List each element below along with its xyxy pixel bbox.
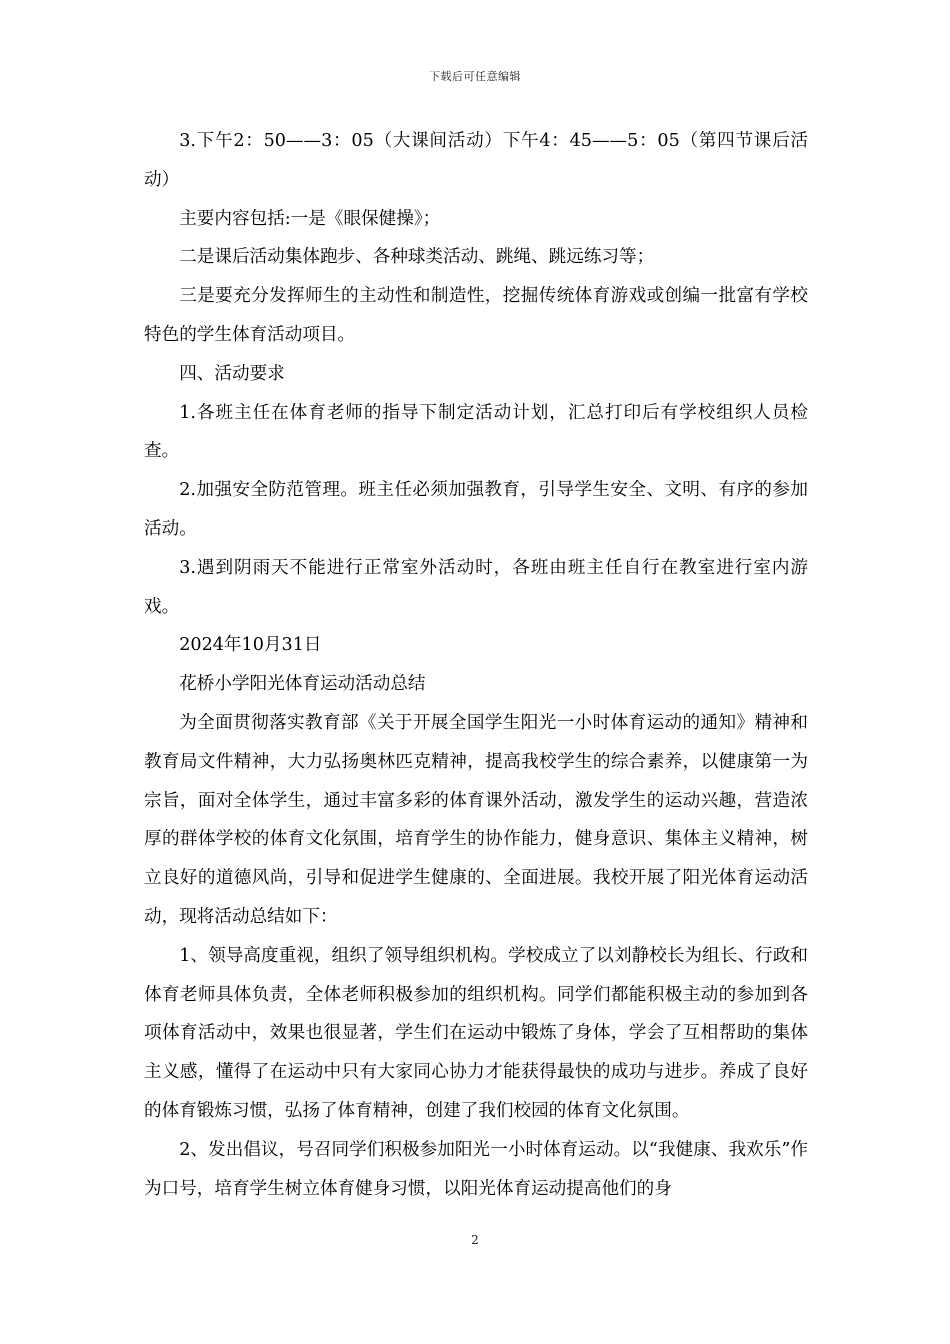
paragraph-third-item: 三是要充分发挥师生的主动性和制造性，挖掘传统体育游戏或创编一批富有学校特色的学生体育活动项目。 <box>144 286 808 345</box>
page-number: 2 <box>471 1233 479 1247</box>
paragraph-requirement-3: 3.遇到阴雨天不能进行正常室外活动时，各班由班主任自行在教室进行室内游戏。 <box>144 557 808 617</box>
paragraph-point-2: 2、发出倡议，号召同学们积极参加阳光一小时体育运动。以“我健康、我欢乐”作为口号，培育学生树立体育健身习惯，以阳光体育运动提高他们的身 <box>144 1139 808 1199</box>
paragraph-requirement-1: 1.各班主任在体育老师的指导下制定活动计划，汇总打印后有学校组织人员检查。 <box>144 402 808 462</box>
paragraph-requirement-2: 2.加强安全防范管理。班主任必须加强教育，引导学生安全、文明、有序的参加活动。 <box>144 480 808 539</box>
paragraph-main-content: 主要内容包括:一是《眼保健操》； <box>179 208 441 229</box>
section-heading-requirements: 四、活动要求 <box>179 363 285 384</box>
date-line: 2024年10月31日 <box>179 635 322 656</box>
paragraph-intro: 为全面贯彻落实教育部《关于开展全国学生阳光一小时体育运动的通知》精神和教育局文件精神，大力弘扬奥林匹克精神，提高我校学生的综合素养，以健康第一为宗旨，面对全体学生，通过丰富多彩的体育课外活动，激发学生的运动兴趣，营造浓厚的群体学校的体育文化氛围，培育学生的协作能力，健身意识、集体主义精神，树立良好的道德风尚，引导和促进学生健康的、全面进展。我校开展了阳光体育运动活动，现将活动总结如下： <box>144 712 808 927</box>
document-title: 花桥小学阳光体育运动活动总结 <box>179 674 426 695</box>
page-header: 下载后可任意编辑 <box>429 70 521 83</box>
paragraph-after-class: 二是课后活动集体跑步、各种球类活动、跳绳、跳远练习等； <box>179 247 655 268</box>
document-body <box>144 122 808 1208</box>
paragraph-point-1: 1、领导高度重视，组织了领导组织机构。学校成立了以刘静校长为组长、行政和体育老师具体负责，全体老师积极参加的组织机构。同学们都能积极主动的参加到各项体育活动中，效果也很显著，学生们在运动中锻炼了身体，学会了互相帮助的集体主义感，懂得了在运动中只有大家同心协力才能获得最快的成功与进步。养成了良好的体育锻炼习惯，弘扬了体育精神，创建了我们校园的体育文化氛围。 <box>144 945 808 1121</box>
paragraph-schedule: 3.下午2：50——3：05（大课间活动）下午4：45——5：05（第四节课后活动） <box>144 131 808 190</box>
